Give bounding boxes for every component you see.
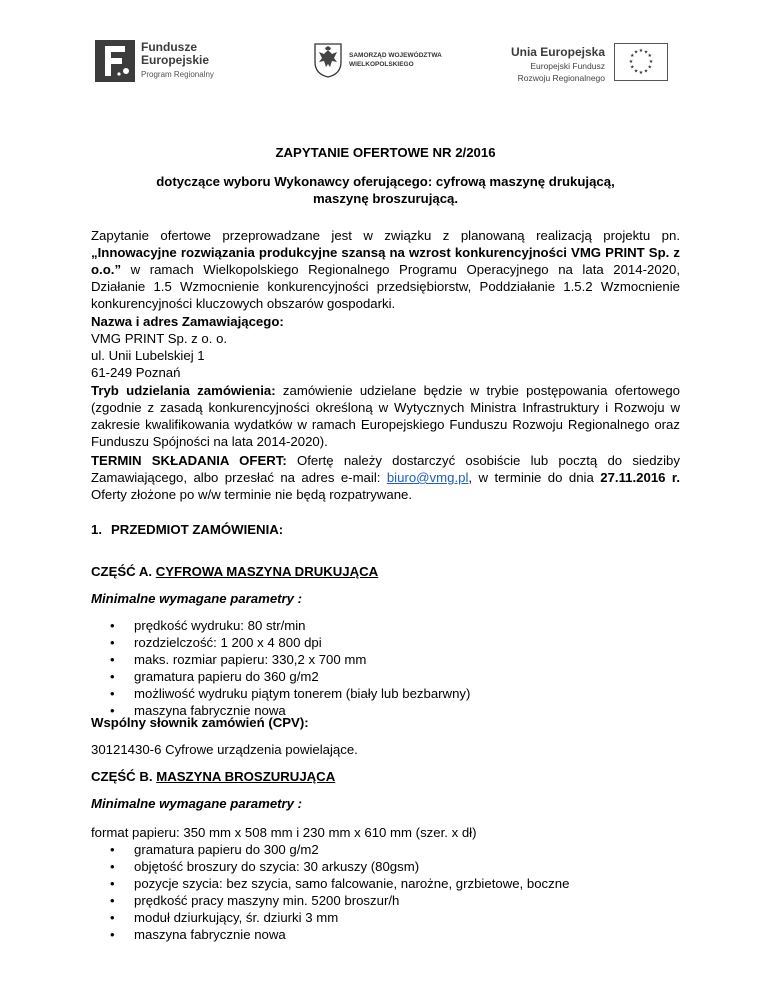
svg-text:★: ★ <box>647 53 652 59</box>
part-b-title: MASZYNA BROSZURUJĄCA <box>156 769 336 784</box>
address-label: Nazwa i adres Zamawiającego: <box>91 314 284 329</box>
svg-text:★: ★ <box>638 70 644 76</box>
part-a-heading <box>91 563 680 580</box>
section-heading <box>91 521 680 538</box>
email-link[interactable]: biuro@vmg.pl <box>386 470 469 485</box>
sw-line-2: WIELKOPOLSKIEGO <box>349 61 414 68</box>
part-b-paper-format: format papieru: 350 mm x 508 mm i 230 mm x 610 mm (szer. x dł) <box>91 825 477 840</box>
wielkopolska-logo <box>313 42 442 78</box>
mode-text: zamówienie udzielane będzie w trybie postępowania ofertowego (zgodnie z zasadą konkurencyjności określoną w Wytycznych Ministra Infrastruktury i Rozwoju w zakresie kwalifikowania wydatków w ramach Europejskiego Funduszu Rozwoju Regionalnego oraz Funduszu Spójności na lata 2014-2020). <box>91 383 681 449</box>
fundusze-europejskie-icon <box>95 40 135 82</box>
deadline-text-3: Oferty złożone po w/w terminie nie będą rozpatrywane. <box>91 487 413 502</box>
fe-line-2: Europejskie <box>141 53 210 67</box>
fe-line-3: Program Regionalny <box>141 70 214 79</box>
part-b-list-item: • moduł dziurkujący, śr. dziurki 3 mm <box>91 909 680 926</box>
ue-line-3: Rozwoju Regionalnego <box>517 73 605 83</box>
svg-text:★: ★ <box>648 59 654 65</box>
part-a-prefix: CZĘŚĆ A. <box>91 564 156 579</box>
part-a-title: CYFROWA MASZYNA DRUKUJĄCA <box>155 564 379 579</box>
section-number: 1. <box>91 522 102 537</box>
sw-line-1: SAMORZĄD WOJEWÓDZTWA <box>349 52 442 59</box>
procurement-mode <box>91 382 680 450</box>
intro-text-1: Zapytanie ofertowe przeprowadzane jest w związku z planowaną realizacją projektu pn. <box>91 228 680 243</box>
mode-label: Tryb udzielania zamówienia: <box>91 383 276 398</box>
part-a-list-item: • możliwość wydruku piątym tonerem (biały lub bezbarwny) <box>91 685 680 702</box>
eagle-crest-icon <box>313 42 343 78</box>
svg-text:★: ★ <box>633 68 639 75</box>
part-b-parameter-list <box>91 841 680 943</box>
svg-text:★: ★ <box>628 59 634 65</box>
part-b-list-item: • objętość broszury do szycia: 30 arkuszy (80gsm) <box>91 858 680 875</box>
deadline-text-1: Ofertę należy dostarczyć osobiście lub pocztą do siedziby Zamawiającego, albo przesłać na adres e-mail: <box>91 453 680 485</box>
svg-text:★: ★ <box>638 48 644 54</box>
project-name: „Innowacyjne rozwiązania produkcyjne szansą na wzrost konkurencyjności VMG PRINT Sp. z o.o.” <box>91 245 680 277</box>
address-street: ul. Unii Lubelskiej 1 <box>91 348 205 363</box>
svg-text:★: ★ <box>643 49 649 56</box>
part-a-parameter-list <box>91 617 680 719</box>
address-city: 61-249 Poznań <box>91 365 181 380</box>
contracting-authority <box>91 313 680 381</box>
logo-header <box>0 0 768 96</box>
svg-text:★: ★ <box>643 68 649 75</box>
document-subtitle: dotyczące wyboru Wykonawcy oferującego: cyfrową maszynę drukującą, maszynę broszurującą. <box>156 174 615 206</box>
part-b-heading <box>91 768 680 785</box>
intro-paragraph <box>91 227 680 312</box>
document-title: ZAPYTANIE OFERTOWE NR 2/2016 <box>275 145 496 160</box>
part-a-list-item: • maszyna fabrycznie nowa <box>91 702 680 719</box>
svg-text:★: ★ <box>647 64 652 71</box>
offer-deadline <box>91 452 680 503</box>
part-a-list-item: • prędkość wydruku: 80 str/min <box>91 617 680 634</box>
fe-line-1: Fundusze <box>141 40 197 54</box>
svg-text:★: ★ <box>633 49 639 56</box>
part-b-list-item: • maszyna fabrycznie nowa <box>91 926 680 943</box>
part-b-list-item: • gramatura papieru do 300 g/m2 <box>91 841 680 858</box>
address-name: VMG PRINT Sp. z o. o. <box>91 331 228 346</box>
svg-text:★: ★ <box>630 64 635 71</box>
unia-europejska-logo <box>505 46 605 84</box>
ue-line-1: Unia Europejska <box>510 45 605 59</box>
part-b-min-params: Minimalne wymagane parametry : <box>91 796 303 811</box>
part-a-list-item: • maks. rozmiar papieru: 330,2 x 700 mm <box>91 651 680 668</box>
part-a-min-params: Minimalne wymagane parametry : <box>91 591 303 606</box>
part-a-list-item: • gramatura papieru do 360 g/m2 <box>91 668 680 685</box>
cpv-label: Wspólny słownik zamówień (CPV): <box>91 715 309 730</box>
part-a-list-item: • rozdzielczość: 1 200 x 4 800 dpi <box>91 634 680 651</box>
svg-text:★: ★ <box>630 53 635 59</box>
part-b-list-item: • pozycje szycia: bez szycia, samo falcowanie, narożne, grzbietowe, boczne <box>91 875 680 892</box>
deadline-text-2: , w terminie do dnia <box>468 470 601 485</box>
deadline-date: 27.11.2016 r. <box>600 470 681 485</box>
eu-flag-icon <box>614 43 668 81</box>
part-b-prefix: CZĘŚĆ B. <box>91 769 157 784</box>
deadline-label: TERMIN SKŁADANIA OFERT: <box>91 453 287 468</box>
ue-line-2: Europejski Fundusz <box>530 61 605 71</box>
fundusze-europejskie-logo <box>95 40 214 82</box>
part-b-list-item: • prędkość pracy maszyny min. 5200 broszur/h <box>91 892 680 909</box>
section-title: PRZEDMIOT ZAMÓWIENIA: <box>111 522 284 537</box>
cpv-code: 30121430-6 Cyfrowe urządzenia powielające. <box>91 742 358 757</box>
intro-text-2: w ramach Wielkopolskiego Regionalnego Programu Operacyjnego na lata 2014-2020, Działanie 1.5 Wzmocnienie konkurencyjności przedsiębiorstw, Poddziałanie 1.5.2 Wzmocnienie konkurencyjności kluczowych obszarów gospodarki. <box>91 262 680 311</box>
